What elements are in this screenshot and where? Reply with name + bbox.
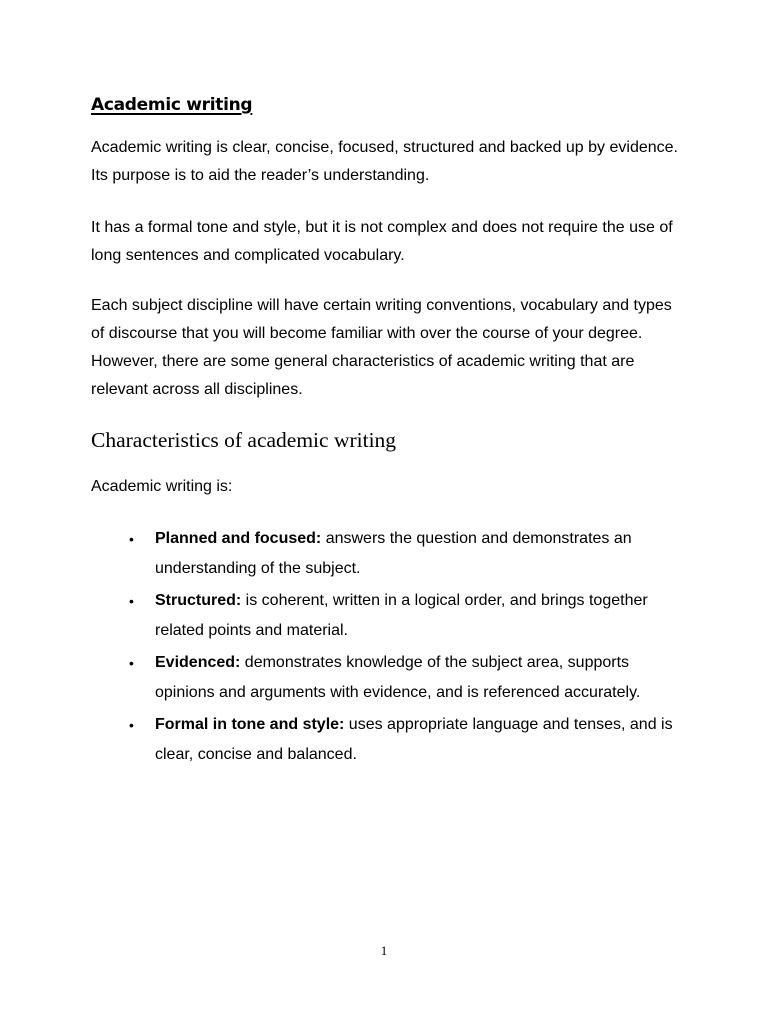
paragraph-disciplines: Each subject discipline will have certain writing conventions, vocabulary and types of discourse that you will become familiar with over the course of your degree. However, there are some general characteristics of academic writing that are relevant across all disciplines. (91, 297, 672, 398)
bullet-icon: • (129, 655, 134, 671)
section-heading: Characteristics of academic writing (91, 428, 397, 452)
bullet-icon: • (129, 717, 134, 733)
paragraph-definition: Academic writing is clear, concise, focused, structured and backed up by evidence. Its purpose is to aid the reader’s understanding. (91, 139, 678, 184)
list-item-term: Evidenced: (155, 654, 241, 671)
bullet-icon: • (129, 593, 134, 609)
list-item-term: Planned and focused: (155, 530, 322, 547)
list-item (0, 648, 685, 708)
page-number: 1 (380, 943, 388, 958)
list-item-term: Structured: (155, 592, 242, 609)
bullet-icon: • (129, 531, 134, 547)
list-item (0, 710, 685, 770)
document-title: Academic writing (91, 95, 253, 115)
list-item-text: answers the question and demonstrates an understanding of the subject. (155, 530, 632, 577)
list-item (0, 524, 685, 584)
list-item (0, 586, 685, 646)
list-intro: Academic writing is: (91, 478, 233, 495)
paragraph-tone: It has a formal tone and style, but it is not complex and does not require the use of long sentences and complicated vocabulary. (91, 219, 673, 264)
list-item-text: demonstrates knowledge of the subject area, supports opinions and arguments with evidence, and is referenced accurately. (155, 654, 641, 701)
list-item-text: uses appropriate language and tenses, and is clear, concise and balanced. (155, 716, 673, 763)
list-item-text: is coherent, written in a logical order, and brings together related points and material. (155, 592, 648, 639)
list-item-term: Formal in tone and style: (155, 716, 345, 733)
characteristics-list (0, 524, 768, 772)
